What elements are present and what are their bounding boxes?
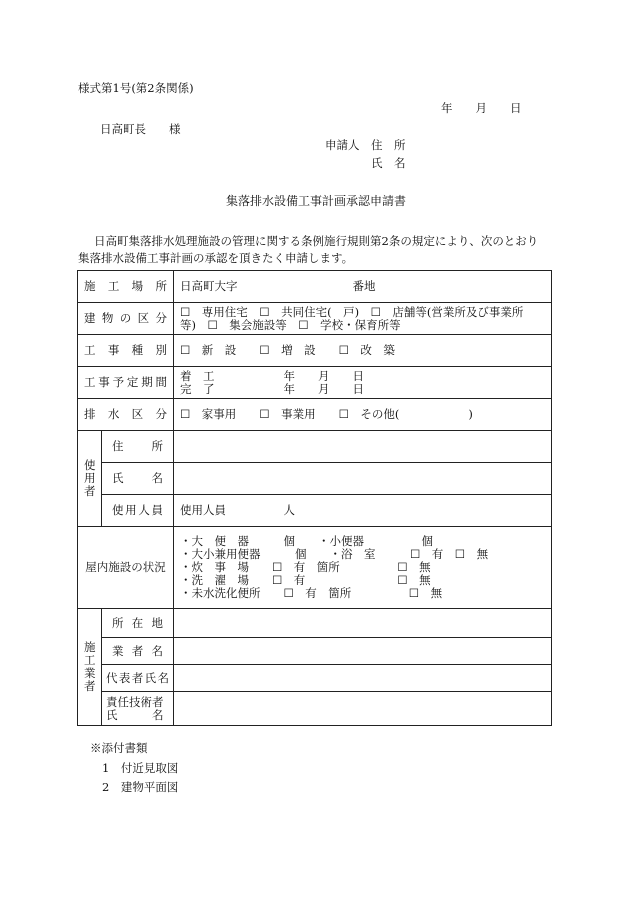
- building-type-options[interactable]: [174, 303, 552, 335]
- drainage-label: 排水区分: [78, 399, 174, 431]
- indoor-facilities-label: 屋内施設の状況: [78, 527, 174, 609]
- contractor-company-value[interactable]: [174, 638, 552, 665]
- row-indoor-facilities: [78, 527, 552, 609]
- building-type-line-1: ☐ 専用住宅 ☐ 共同住宅( 戸) ☐ 店舗等(営業所及び事業所: [180, 304, 524, 319]
- indoor-line-5: ・未水洗化便所 ☐ 有 箇所 ☐ 無: [180, 586, 443, 600]
- row-contractor-representative: [78, 665, 552, 692]
- indoor-line-1: ・大 便 器 個 ・小便器 個: [180, 534, 433, 548]
- row-user-count: [78, 495, 552, 527]
- row-building-type: [78, 303, 552, 335]
- user-name-label: 氏名: [102, 463, 174, 495]
- work-type-options[interactable]: ☐ 新 設 ☐ 増 設 ☐ 改 築: [174, 335, 552, 367]
- intro-line-2: 集落排水設備工事計画の承認を頂きたく申請します。: [78, 251, 354, 265]
- drainage-options[interactable]: ☐ 家事用 ☐ 事業用 ☐ その他( ): [174, 399, 552, 431]
- submission-date: 年 月 日: [441, 101, 522, 115]
- row-work-type: [78, 335, 552, 367]
- contractor-rep-value[interactable]: [174, 665, 552, 692]
- user-count-label: 使用人員: [102, 495, 174, 527]
- attachment-item-1: 1 付近見取図: [102, 761, 179, 775]
- indoor-line-4: ・洗 濯 場 ☐ 有 ☐ 無: [180, 573, 431, 587]
- application-form-table: [77, 270, 552, 726]
- schedule-value[interactable]: [174, 367, 552, 399]
- attachment-item-2: 2 建物平面図: [102, 780, 179, 794]
- row-contractor-company: [78, 638, 552, 665]
- user-count-value[interactable]: 使用人員 人: [174, 495, 552, 527]
- user-group-label: 使 用 者: [78, 431, 102, 527]
- contractor-engineer-value[interactable]: [174, 692, 552, 726]
- attachments-heading: ※添付書類: [90, 741, 148, 755]
- schedule-label: 工事予定期間: [78, 367, 174, 399]
- document-title: 集落排水設備工事計画承認申請書: [226, 194, 407, 208]
- form-number: 様式第1号(第2条関係): [78, 81, 194, 95]
- row-site: [78, 271, 552, 303]
- user-address-value[interactable]: [174, 431, 552, 463]
- work-type-label: 工事種別: [78, 335, 174, 367]
- applicant-name-label: 氏 名: [371, 156, 406, 170]
- contractor-location-value[interactable]: [174, 609, 552, 638]
- indoor-facilities-list[interactable]: [174, 527, 552, 609]
- row-drainage: [78, 399, 552, 431]
- schedule-end: 完 了 年 月 日: [180, 381, 364, 396]
- site-value[interactable]: 日高町大字 番地: [174, 271, 552, 303]
- building-type-line-2: 等) ☐ 集会施設等 ☐ 学校・保育所等: [180, 317, 401, 332]
- row-contractor-engineer: [78, 692, 552, 726]
- indoor-line-3: ・炊 事 場 ☐ 有 箇所 ☐ 無: [180, 560, 431, 574]
- applicant-address-label: 申請人 住 所: [325, 138, 406, 152]
- building-type-label: 建物の区分: [78, 303, 174, 335]
- contractor-location-label: 所在地: [102, 609, 174, 638]
- row-contractor-location: [78, 609, 552, 638]
- addressee: 日高町長 様: [100, 122, 181, 136]
- user-name-value[interactable]: [174, 463, 552, 495]
- indoor-line-2: ・大小兼用便器 個 ・浴 室 ☐ 有 ☐ 無: [180, 547, 489, 561]
- contractor-company-label: 業者名: [102, 638, 174, 665]
- site-label: 施工場所: [78, 271, 174, 303]
- contractor-group-label: 施 工 業 者: [78, 609, 102, 726]
- contractor-engineer-label: 責任技術者 氏 名: [102, 692, 174, 726]
- contractor-rep-label: 代表者氏名: [102, 665, 174, 692]
- intro-line-1: 日高町集落排水処理施設の管理に関する条例施行規則第2条の規定により、次のとおり: [94, 234, 539, 248]
- user-address-label: 住所: [102, 431, 174, 463]
- schedule-start: 着 工 年 月 日: [180, 368, 364, 383]
- row-user-name: [78, 463, 552, 495]
- row-schedule: [78, 367, 552, 399]
- row-user-address: [78, 431, 552, 463]
